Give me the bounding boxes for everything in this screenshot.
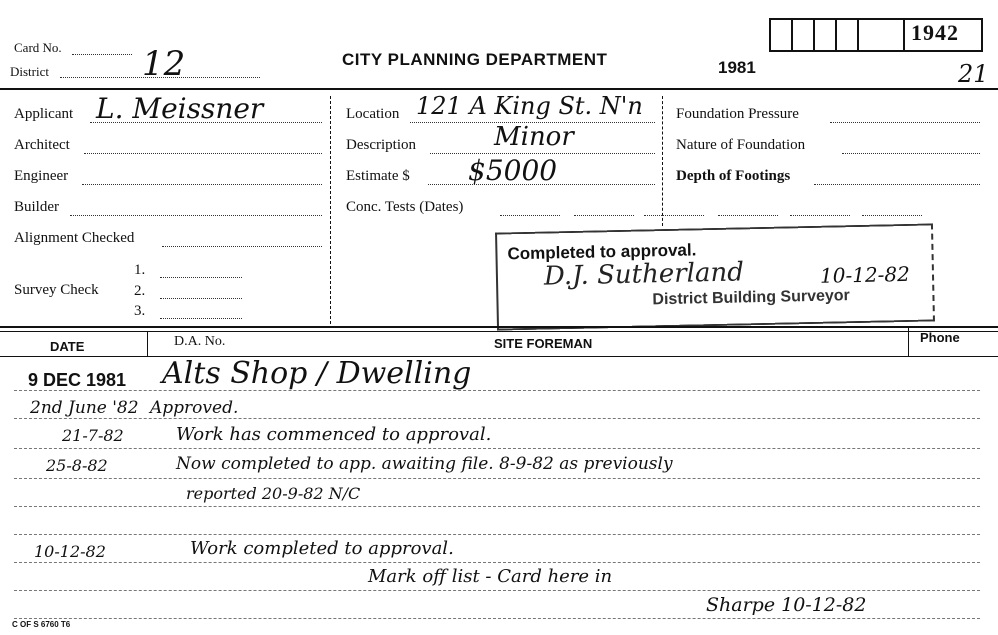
engineer-label: Engineer: [14, 168, 69, 184]
log-text: reported 20-9-82 N/C: [186, 484, 361, 503]
architect-label: Architect: [14, 137, 70, 153]
stamp-line-completed: Completed to approval.: [507, 240, 697, 264]
survey-item-2: 2.: [134, 283, 146, 299]
nature-foundation-label: Nature of Foundation: [676, 137, 806, 153]
description-value: Minor: [494, 122, 574, 152]
survey-check-label: Survey Check: [14, 282, 99, 298]
form-code: C OF S 6760 T6: [12, 620, 71, 629]
estimate-label: Estimate $: [346, 168, 410, 184]
depth-footings-label: Depth of Footings: [676, 168, 791, 184]
log-text: Mark off list - Card here in: [368, 566, 613, 587]
district-label: District: [10, 64, 49, 79]
location-value: 121 A King St. N'n: [416, 92, 643, 120]
col-site-foreman: SITE FOREMAN: [494, 336, 593, 351]
district-value: 12: [142, 44, 186, 84]
applicant-value: L. Meissner: [96, 92, 264, 125]
conc-tests-label: Conc. Tests (Dates): [346, 199, 464, 215]
col-date: DATE: [50, 339, 85, 354]
col-da-no: D.A. No.: [174, 334, 226, 349]
corner-mark: 21: [958, 60, 989, 88]
col-phone: Phone: [920, 330, 960, 345]
location-label: Location: [346, 106, 400, 122]
log-text: Now completed to app. awaiting file. 8-9-82 as previously: [176, 454, 673, 474]
log-date: 9 DEC 1981: [28, 370, 127, 390]
alignment-label: Alignment Checked: [14, 230, 135, 246]
stamp-signature: D.J. Sutherland: [543, 257, 745, 292]
log-text: Work has commenced to approval.: [176, 424, 492, 445]
year: 1981: [718, 58, 756, 77]
log-date: 25-8-82: [46, 456, 108, 475]
survey-item-3: 3.: [134, 303, 146, 319]
log-date: 21-7-82: [62, 426, 124, 445]
description-label: Description: [346, 137, 416, 153]
log-date: 2nd June '82: [30, 398, 139, 418]
approval-stamp: [495, 223, 935, 330]
survey-item-1: 1.: [134, 262, 146, 278]
log-text: Sharpe 10-12-82: [706, 594, 867, 616]
applicant-label: Applicant: [14, 106, 74, 122]
log-date: 10-12-82: [34, 542, 106, 561]
estimate-value: $5000: [468, 154, 558, 187]
card-number: 1942: [911, 20, 959, 45]
log-text: Approved.: [150, 398, 239, 418]
card-no-label: Card No.: [14, 40, 62, 55]
department-title: CITY PLANNING DEPARTMENT: [342, 50, 608, 69]
builder-label: Builder: [14, 199, 59, 215]
stamp-date: 10-12-82: [819, 261, 911, 288]
log-text: Work completed to approval.: [190, 538, 454, 559]
log-text: Alts Shop / Dwelling: [162, 356, 472, 391]
stamp-line-surveyor: District Building Surveyor: [652, 287, 850, 309]
foundation-pressure-label: Foundation Pressure: [676, 106, 799, 122]
